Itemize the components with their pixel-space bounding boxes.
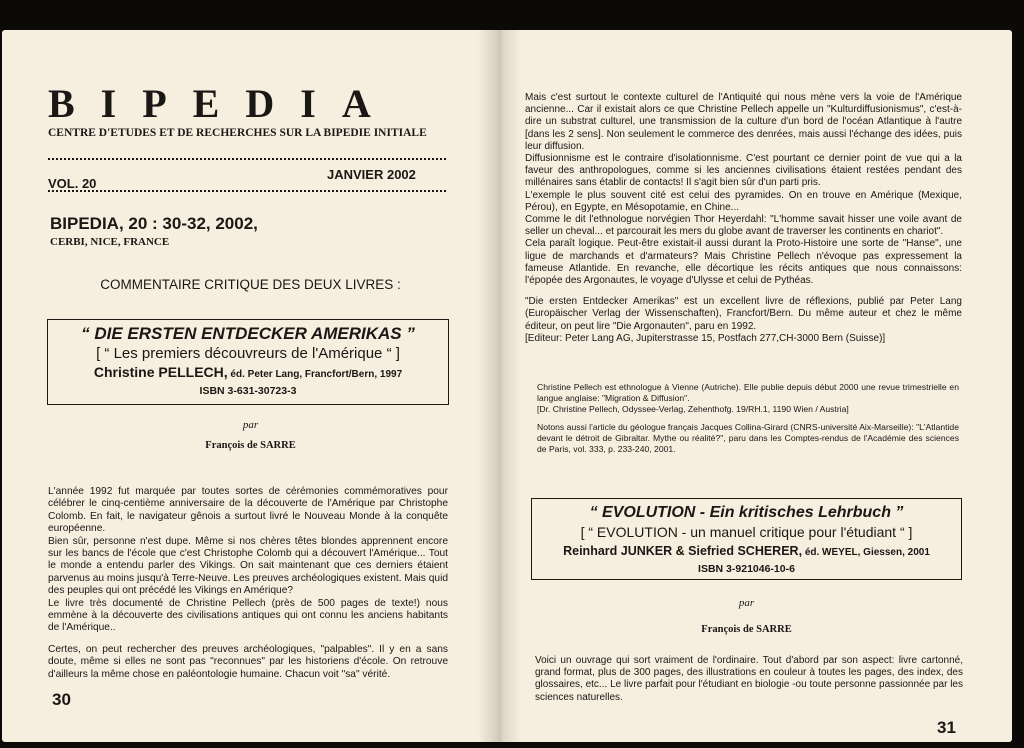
dotted-divider-bottom — [48, 190, 446, 192]
par-label: par — [242, 419, 259, 431]
book1-isbn: ISBN 3-631-30723-3 — [199, 385, 297, 397]
book1-author: Christine PELLECH, — [93, 364, 228, 380]
paragraph: [Editeur: Peter Lang AG, Jupiterstrasse 15, Postfach 277,CH-3000 Bern (Suisse)] — [525, 332, 886, 344]
publisher-line: CERBI, NICE, FRANCE — [50, 236, 170, 248]
left-body-text — [48, 486, 448, 681]
right-body-text — [525, 92, 962, 345]
closing-paragraph: Voici un ouvrage qui sort vraiment de l'ordinaire. Tout d'abord par son aspect: livre cartonné, grand format, plus de 300 pages, des illustrations en couleur à toutes les pages, des index, des glossaires, etc... Le livre parfait pour l'étudiant en biologie -ou toute personne passionnée par les sciences naturelles. — [535, 655, 963, 703]
commentary-heading: COMMENTAIRE CRITIQUE DES DEUX LIVRES : — [100, 277, 401, 292]
volume-label: VOL. 20 — [48, 176, 97, 191]
page-number-left: 30 — [52, 690, 71, 709]
paragraph: Comme le dit l'ethnologue norvégien Thor Heyerdahl: "L'homme savait hisser une voile avant de seller un cheval... et parcourait les mers du globe avant de traverser les continents en chariot". — [525, 214, 962, 238]
book1-box — [47, 319, 449, 405]
author-byline-2: François de SARRE — [701, 624, 792, 635]
paragraph: Mais c'est surtout le contexte culturel de l'Antiquité qui nous mène vers la voie de l'Amérique ancienne... Car il existait alors ce que Christine Pellech appelle un "Kulturdiffusionismus", c'est-à-dire un substrat culturel, une transmission de la culture d'un bord de l'océan Atlantique à l'autre [dans les 2 sens]. Non seulement le commerce des denrées, mais aussi l'échange des idées, puis leur diffusion. — [525, 92, 962, 152]
book-gutter-shadow — [478, 30, 522, 742]
book1-edition: éd. Peter Lang, Francfort/Bern, 1997 — [227, 369, 403, 380]
right-page — [499, 30, 1012, 742]
paragraph: Bien sûr, personne n'est dupe. Même si nos chères têtes blondes apprennent encore sur les bancs de l'école que c'est Christophe Colomb qui a découvert l'Amérique... Tout le monde a entendu parler des Vikings. On sait maintenant que ces derniers étaient parvenus au moins jusqu'à Terre-Neuve. Les preuves archéologiques existent. Mais quid des peuples qui ont précédé les Vikings en Amérique? — [48, 535, 448, 597]
paragraph: Diffusionnisme est le contraire d'isolationnisme. C'est pourtant ce dernier point de vue qui a la faveur des anthropologues, comme si les anciennes civilisations étaient restées pendant des millénaires sans établir de contacts! Il s'agit bien sûr d'un parti pris. — [525, 153, 962, 189]
dotted-divider-top — [48, 158, 446, 160]
footnotes — [537, 382, 959, 455]
book2-author: Reinhard JUNKER & Siefried SCHERER, — [563, 544, 803, 558]
citation: BIPEDIA, 20 : 30-32, 2002, — [50, 214, 258, 233]
journal-masthead: BIPEDIA — [48, 81, 397, 126]
left-page — [2, 30, 499, 742]
paragraph: Certes, on peut rechercher des preuves archéologiques, "palpables". Il y en a sans doute, même si elles ne sont pas "reconnues" par les historiens d'école. On retrouve d'ailleurs la même chose en paléontologie humaine. Chacun voit "sa" vérité. — [48, 643, 448, 680]
book1-author-line — [48, 363, 448, 384]
paragraph: L'année 1992 fut marquée par toutes sortes de cérémonies commémoratives pour célébrer le cinq-centième anniversaire de la découverte de l'Amérique par Christophe Colomb. En fait, le navigateur gênois a surtout livré le Nouveau Monde à la conquête européenne. — [48, 486, 448, 535]
book2-author-line — [532, 542, 961, 562]
par-label-2: par — [738, 597, 755, 609]
paragraph: "Die ersten Entdecker Amerikas" est un excellent livre de réflexions, publié par Peter Lang (Europäischer Verlag der Wissenschaften), Francfort/Bern. Du même auteur et chez le même éditeur, on peut lire "Die Argonauten", paru en 1992. — [525, 296, 962, 332]
footnote: Notons aussi l'article du géologue français Jacques Collina-Girard (CNRS-université Aix-Marseille): "L'Atlantide devant le détroit de Gibraltar. Mythe ou réalité?", paru dans les Comptes-rendus de l'Académie des sciences de Paris, vol. 333, p. 233-240, 2001. — [537, 422, 959, 454]
book2-box — [531, 498, 962, 580]
author-byline: François de SARRE — [205, 440, 296, 451]
journal-subtitle: CENTRE D'ETUDES ET DE RECHERCHES SUR LA BIPEDIE INITIALE — [48, 127, 427, 139]
paragraph: L'exemple le plus souvent cité est celui des pyramides. On en trouve en Amérique (Mexique, Pérou), en Egypte, en Mésopotamie, en Chine... — [525, 189, 962, 213]
issue-date: JANVIER 2002 — [327, 167, 416, 182]
book2-title: “ EVOLUTION - Ein kritisches Lehrbuch ” — [589, 504, 904, 521]
book1-title: “ DIE ERSTEN ENTDECKER AMERIKAS ” — [81, 324, 415, 343]
book2-isbn: ISBN 3-921046-10-6 — [698, 563, 795, 575]
paragraph: Le livre très documenté de Christine Pellech (près de 500 pages de texte!) nous emmène à la découverte des civilisations antiques qui ont connu les anciens habitants de l'Amérique.. — [48, 597, 448, 634]
footnote: Christine Pellech est ethnologue à Vienne (Autriche). Elle publie depuis début 2000 une revue trimestrielle en langue anglaise: "Migration & Diffusion". — [537, 382, 959, 403]
book2-edition: éd. WEYEL, Giessen, 2001 — [802, 547, 930, 558]
page-number-right: 31 — [937, 718, 956, 737]
footnote: [Dr. Christine Pellech, Odyssee-Verlag, Zehenthofg. 19/RH.1, 1190 Wien / Austria] — [537, 404, 849, 414]
paragraph: Cela paraît logique. Peut-être existait-il aussi durant la Proto-Histoire une sorte de "Hanse", une ligue de marchands et d'armateurs? Mais Christine Pellech n'évoque pas expressement la fameuse Atlantide. En revanche, elle décortique les récits antiques que nous connaissons: l'épopée des Argonautes, le voyage d'Ulysse et celui de Pythéas. — [525, 238, 962, 287]
book2-french-title: [ “ EVOLUTION - un manuel critique pour l'étudiant “ ] — [580, 524, 913, 540]
book1-french-title: [ “ Les premiers découvreurs de l'Amérique “ ] — [96, 345, 400, 362]
